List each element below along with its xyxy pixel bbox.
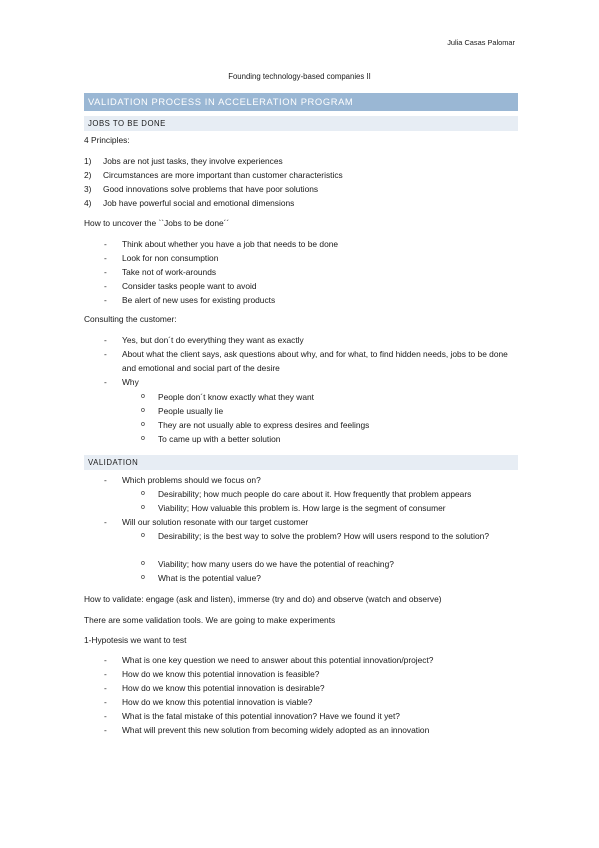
list-item: o Desirability; is the best way to solve the problem? How will users respond to the solution? (141, 531, 489, 541)
how-to-validate-paragraph: How to validate: engage (ask and listen), immerse (try and do) and observe (watch and observe) (84, 594, 442, 604)
validation-heading: VALIDATION (84, 455, 518, 470)
section-title-band: VALIDATION PROCESS IN ACCELERATION PROGRAM (84, 93, 518, 111)
uncover-label: How to uncover the ``Jobs to be done´´ (84, 218, 230, 228)
author-name: Julia Casas Palomar (447, 38, 515, 47)
hypothesis-label: 1-Hypotesis we want to test (84, 635, 187, 645)
principles-label: 4 Principles: (84, 135, 130, 145)
jobs-heading: JOBS TO BE DONE (84, 116, 518, 131)
document-title: Founding technology-based companies II (228, 72, 371, 81)
consult-label: Consulting the customer: (84, 314, 177, 324)
validation-tools-paragraph: There are some validation tools. We are going to make experiments (84, 615, 336, 625)
list-item: - About what the client says, ask questions about why, and for what, to find hidden needs, jobs to be done and emotional and social part of the desire (104, 349, 508, 373)
